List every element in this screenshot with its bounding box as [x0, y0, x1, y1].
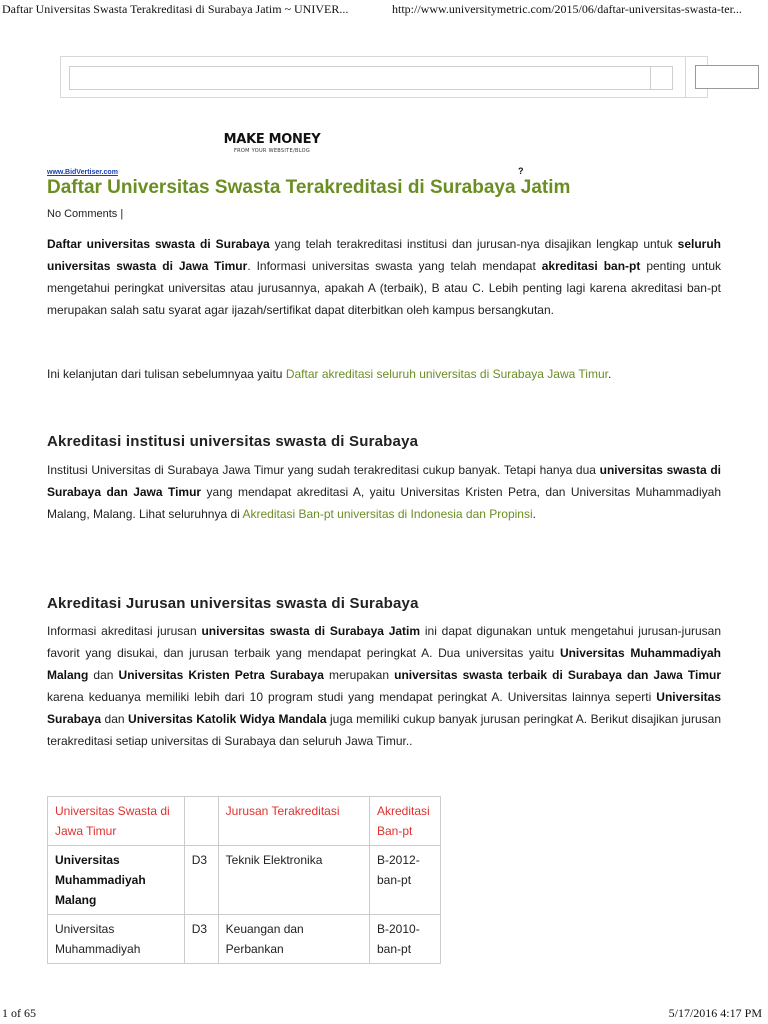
text: yang mendapat akreditasi A, yaitu Universitas Kristen Petra, dan Universitas Muhammadiyah Malang, Malang. Lihat seluruhnya di [47, 485, 721, 521]
intro-paragraph [47, 233, 721, 321]
akreditasi-table [47, 796, 441, 964]
table-header: Universitas Swasta di Jawa Timur [48, 797, 185, 846]
text: merupakan [323, 668, 395, 682]
previous-post-link[interactable]: Daftar akreditasi seluruh universitas di Surabaya Jawa Timur [285, 367, 608, 381]
table-cell: B-2012-ban-pt [370, 846, 441, 915]
post-title[interactable]: Daftar Universitas Swasta Terakreditasi di Surabaya Jatim [47, 177, 571, 198]
text: yang telah terakreditasi institusi dan jurusan-nya disajikan lengkap untuk [269, 237, 678, 251]
bold-text: Universitas Kristen Petra Surabaya [118, 668, 324, 682]
bold-text: Daftar universitas swasta di Surabaya [47, 237, 270, 251]
ad-headline: MAKE MONEY [223, 132, 321, 147]
table-cell: B-2010-ban-pt [370, 915, 441, 964]
bold-text: akreditasi ban-pt [541, 259, 641, 273]
bold-text: universitas swasta di Surabaya dan Jawa Timur [47, 463, 721, 499]
text: Ini kelanjutan dari tulisan sebelumnyaa yaitu [47, 367, 286, 381]
section-heading-institusi: Akreditasi institusi universitas swasta di Surabaya [47, 433, 419, 450]
bold-text: Universitas Katolik Widya Mandala [128, 712, 327, 726]
table-cell: D3 [184, 846, 218, 915]
print-footer [0, 1004, 768, 1024]
ad-banner[interactable] [212, 133, 332, 159]
continuation-paragraph [47, 363, 721, 385]
table-cell: Keuangan dan Perbankan [218, 915, 369, 964]
akreditasi-link[interactable]: Akreditasi Ban-pt universitas di Indonesia dan Propinsi [242, 507, 533, 521]
section-heading-jurusan: Akreditasi Jurusan universitas swasta di Surabaya [47, 595, 419, 612]
table-cell: D3 [184, 915, 218, 964]
table-cell: Universitas Muhammadiyah [48, 915, 185, 964]
table-header-row [48, 797, 441, 846]
bold-text: universitas swasta terbaik di Surabaya dan Jawa Timur [394, 668, 721, 682]
text: Institusi Universitas di Surabaya Jawa Timur yang sudah terakreditasi cukup banyak. Tetapi hanya dua [47, 463, 600, 477]
bold-text: Universitas Surabaya [47, 690, 721, 726]
text: . [532, 507, 536, 521]
text: juga memiliki cukup banyak jurusan peringkat A. Berikut disajikan jurusan terakreditasi setiap universitas di Surabaya dan seluruh Jawa Timur.. [47, 712, 721, 748]
text: dan [101, 712, 129, 726]
ad-subline: FROM YOUR WEBSITE/BLOG [233, 148, 311, 154]
print-header [0, 0, 768, 20]
table-row [48, 915, 441, 964]
search-input[interactable] [69, 66, 673, 90]
ad-link[interactable]: www.BidVertiser.com [47, 169, 118, 176]
jurusan-paragraph [47, 620, 721, 752]
divider [685, 57, 686, 97]
text: dan [88, 668, 119, 682]
text: penting untuk mengetahui peringkat universitas atau jurusannya, apakah A (terbaik), B atau C. Lebih penting lagi karena akreditasi ban-pt merupakan salah satu syarat agar ijazah/sertifikat dapat diterbitkan oleh kampus bersangkutan. [47, 259, 721, 317]
bold-text: Universitas Muhammadiyah Malang [47, 646, 722, 682]
table-header: Jurusan Terakreditasi [218, 797, 369, 846]
table-header [184, 797, 218, 846]
page-title: Daftar Universitas Swasta Terakreditasi di Surabaya Jatim ~ UNIVER... [2, 2, 349, 16]
search-input-dropdown[interactable] [650, 67, 672, 89]
bold-text: seluruh universitas swasta di Jawa Timur [47, 237, 721, 273]
text: ini dapat digunakan untuk mengetahui jurusan-jurusan favorit yang disukai, dan jurusan terbaik yang mendapat peringkat A. Dua universitas yaitu [47, 624, 722, 660]
text: karena keduanya memiliki lebih dari 10 program studi yang mendapat peringkat A. Universitas lainnya seperti [47, 690, 657, 704]
table-cell [48, 846, 185, 915]
table-row [48, 846, 441, 915]
search-button[interactable] [695, 65, 759, 89]
table-cell: Teknik Elektronika [218, 846, 369, 915]
bold-text: universitas swasta di Surabaya Jatim [201, 624, 421, 638]
table-header: Akreditasi Ban-pt [370, 797, 441, 846]
institusi-paragraph [47, 459, 721, 525]
page-url: http://www.universitymetric.com/2015/06/daftar-universitas-swasta-ter... [392, 2, 742, 16]
post-meta[interactable]: No Comments | [47, 208, 124, 220]
text: . [607, 367, 612, 381]
university-name: Universitas Muhammadiyah Malang [55, 853, 146, 907]
ad-info-icon[interactable]: ? [518, 166, 524, 176]
search-bar [60, 56, 708, 98]
text: . Informasi universitas swasta yang telah mendapat [247, 259, 542, 273]
text: Informasi akreditasi jurusan [47, 624, 202, 638]
page-number: 1 of 65 [2, 1006, 36, 1020]
print-date: 5/17/2016 4:17 PM [668, 1006, 762, 1020]
